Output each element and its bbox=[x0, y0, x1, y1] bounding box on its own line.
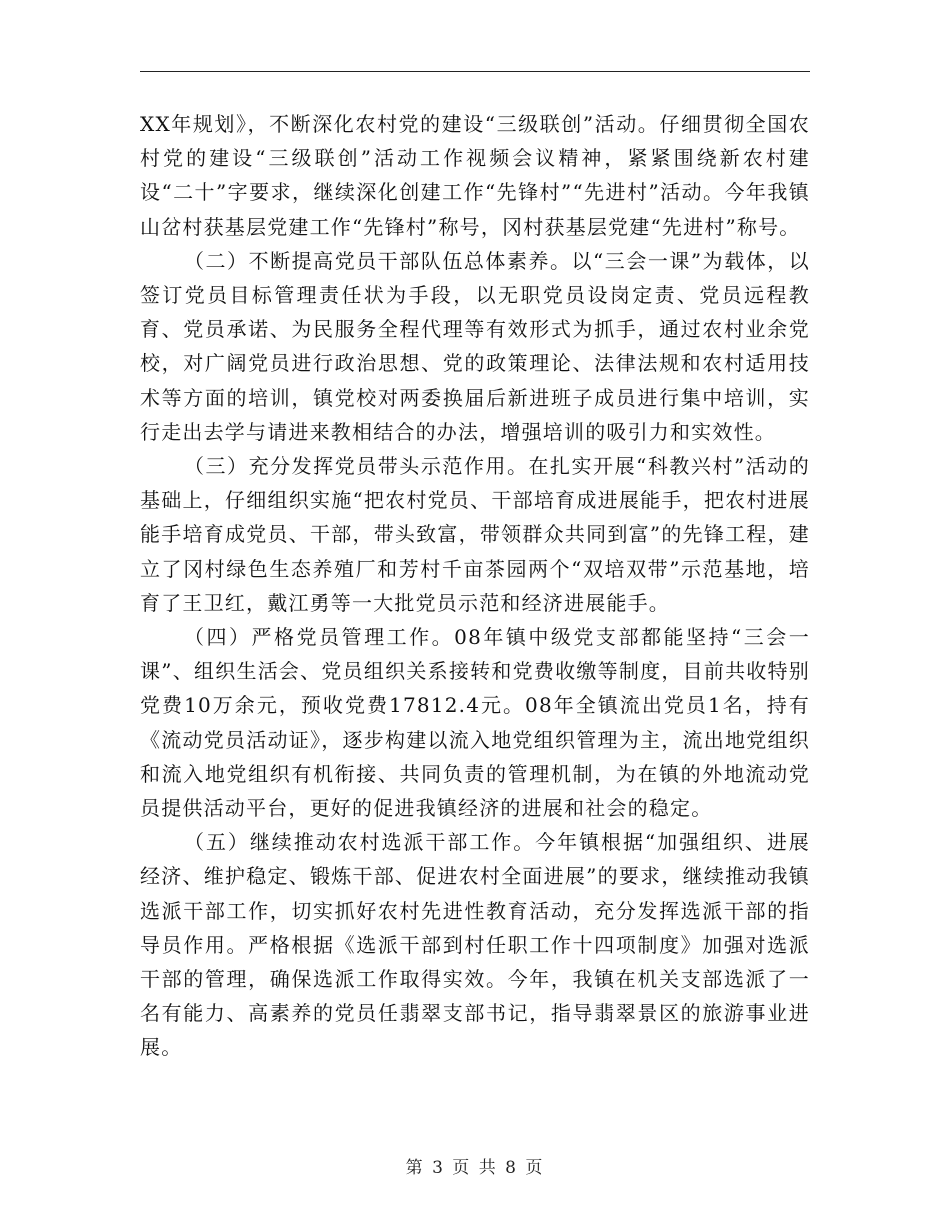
paragraph-section-4: （四）严格党员管理工作。08年镇中级党支部都能坚持“三会一课”、组织生活会、党员组织关系接转和党费收缴等制度，目前共收特别党费10万余元，预收党费17812.4元。08年全镇流出党员1名，持有《流动党员活动证》，逐步构建以流入地党组织管理为主，流出地党组织和流入地党组织有机衔接、共同负责的管理机制，为在镇的外地流动党员提供活动平台，更好的促进我镇经济的进展和社会的稳定。 bbox=[140, 625, 810, 821]
page-number-footer: 第 3 页 共 8 页 bbox=[405, 1158, 545, 1178]
paragraph-section-5: （五）继续推动农村选派干部工作。今年镇根据“加强组织、进展经济、维护稳定、锻炼干部、促进农村全面进展”的要求，继续推动我镇选派干部工作，切实抓好农村先进性教育活动，充分发挥选派干部的指导员作用。严格根据《选派干部到村任职工作十四项制度》加强对选派干部的管理，确保选派工作取得实效。今年，我镇在机关支部选派了一名有能力、高素养的党员任翡翠支部书记，指导翡翠景区的旅游事业进展。 bbox=[140, 830, 810, 1060]
document-body bbox=[140, 107, 810, 1065]
header-rule bbox=[140, 71, 810, 72]
paragraph-section-3: （三）充分发挥党员带头示范作用。在扎实开展“科教兴村”活动的基础上，仔细组织实施“把农村党员、干部培育成进展能手，把农村进展能手培育成党员、干部，带头致富，带领群众共同到富”的先锋工程，建立了冈村绿色生态养殖厂和芳村千亩茶园两个“双培双带”示范基地，培育了王卫红，戴江勇等一大批党员示范和经济进展能手。 bbox=[140, 454, 810, 615]
paragraph-section-2: （二）不断提高党员干部队伍总体素养。以“三会一课”为载体，以签订党员目标管理责任状为手段，以无职党员设岗定责、党员远程教育、党员承诺、为民服务全程代理等有效形式为抓手，通过农村业余党校，对广阔党员进行政治思想、党的政策理论、法律法规和农村适用技术等方面的培训，镇党校对两委换届后新进班子成员进行集中培训，实行走出去学与请进来教相结合的办法，增强培训的吸引力和实效性。 bbox=[140, 248, 810, 444]
paragraph-continuation: XX年规划》，不断深化农村党的建设“三级联创”活动。仔细贯彻全国农村党的建设“三级联创”活动工作视频会议精神，紧紧围绕新农村建设“二十”字要求，继续深化创建工作“先锋村”“先进村”活动。今年我镇山岔村获基层党建工作“先锋村”称号，冈村获基层党建“先进村”称号。 bbox=[140, 112, 810, 239]
